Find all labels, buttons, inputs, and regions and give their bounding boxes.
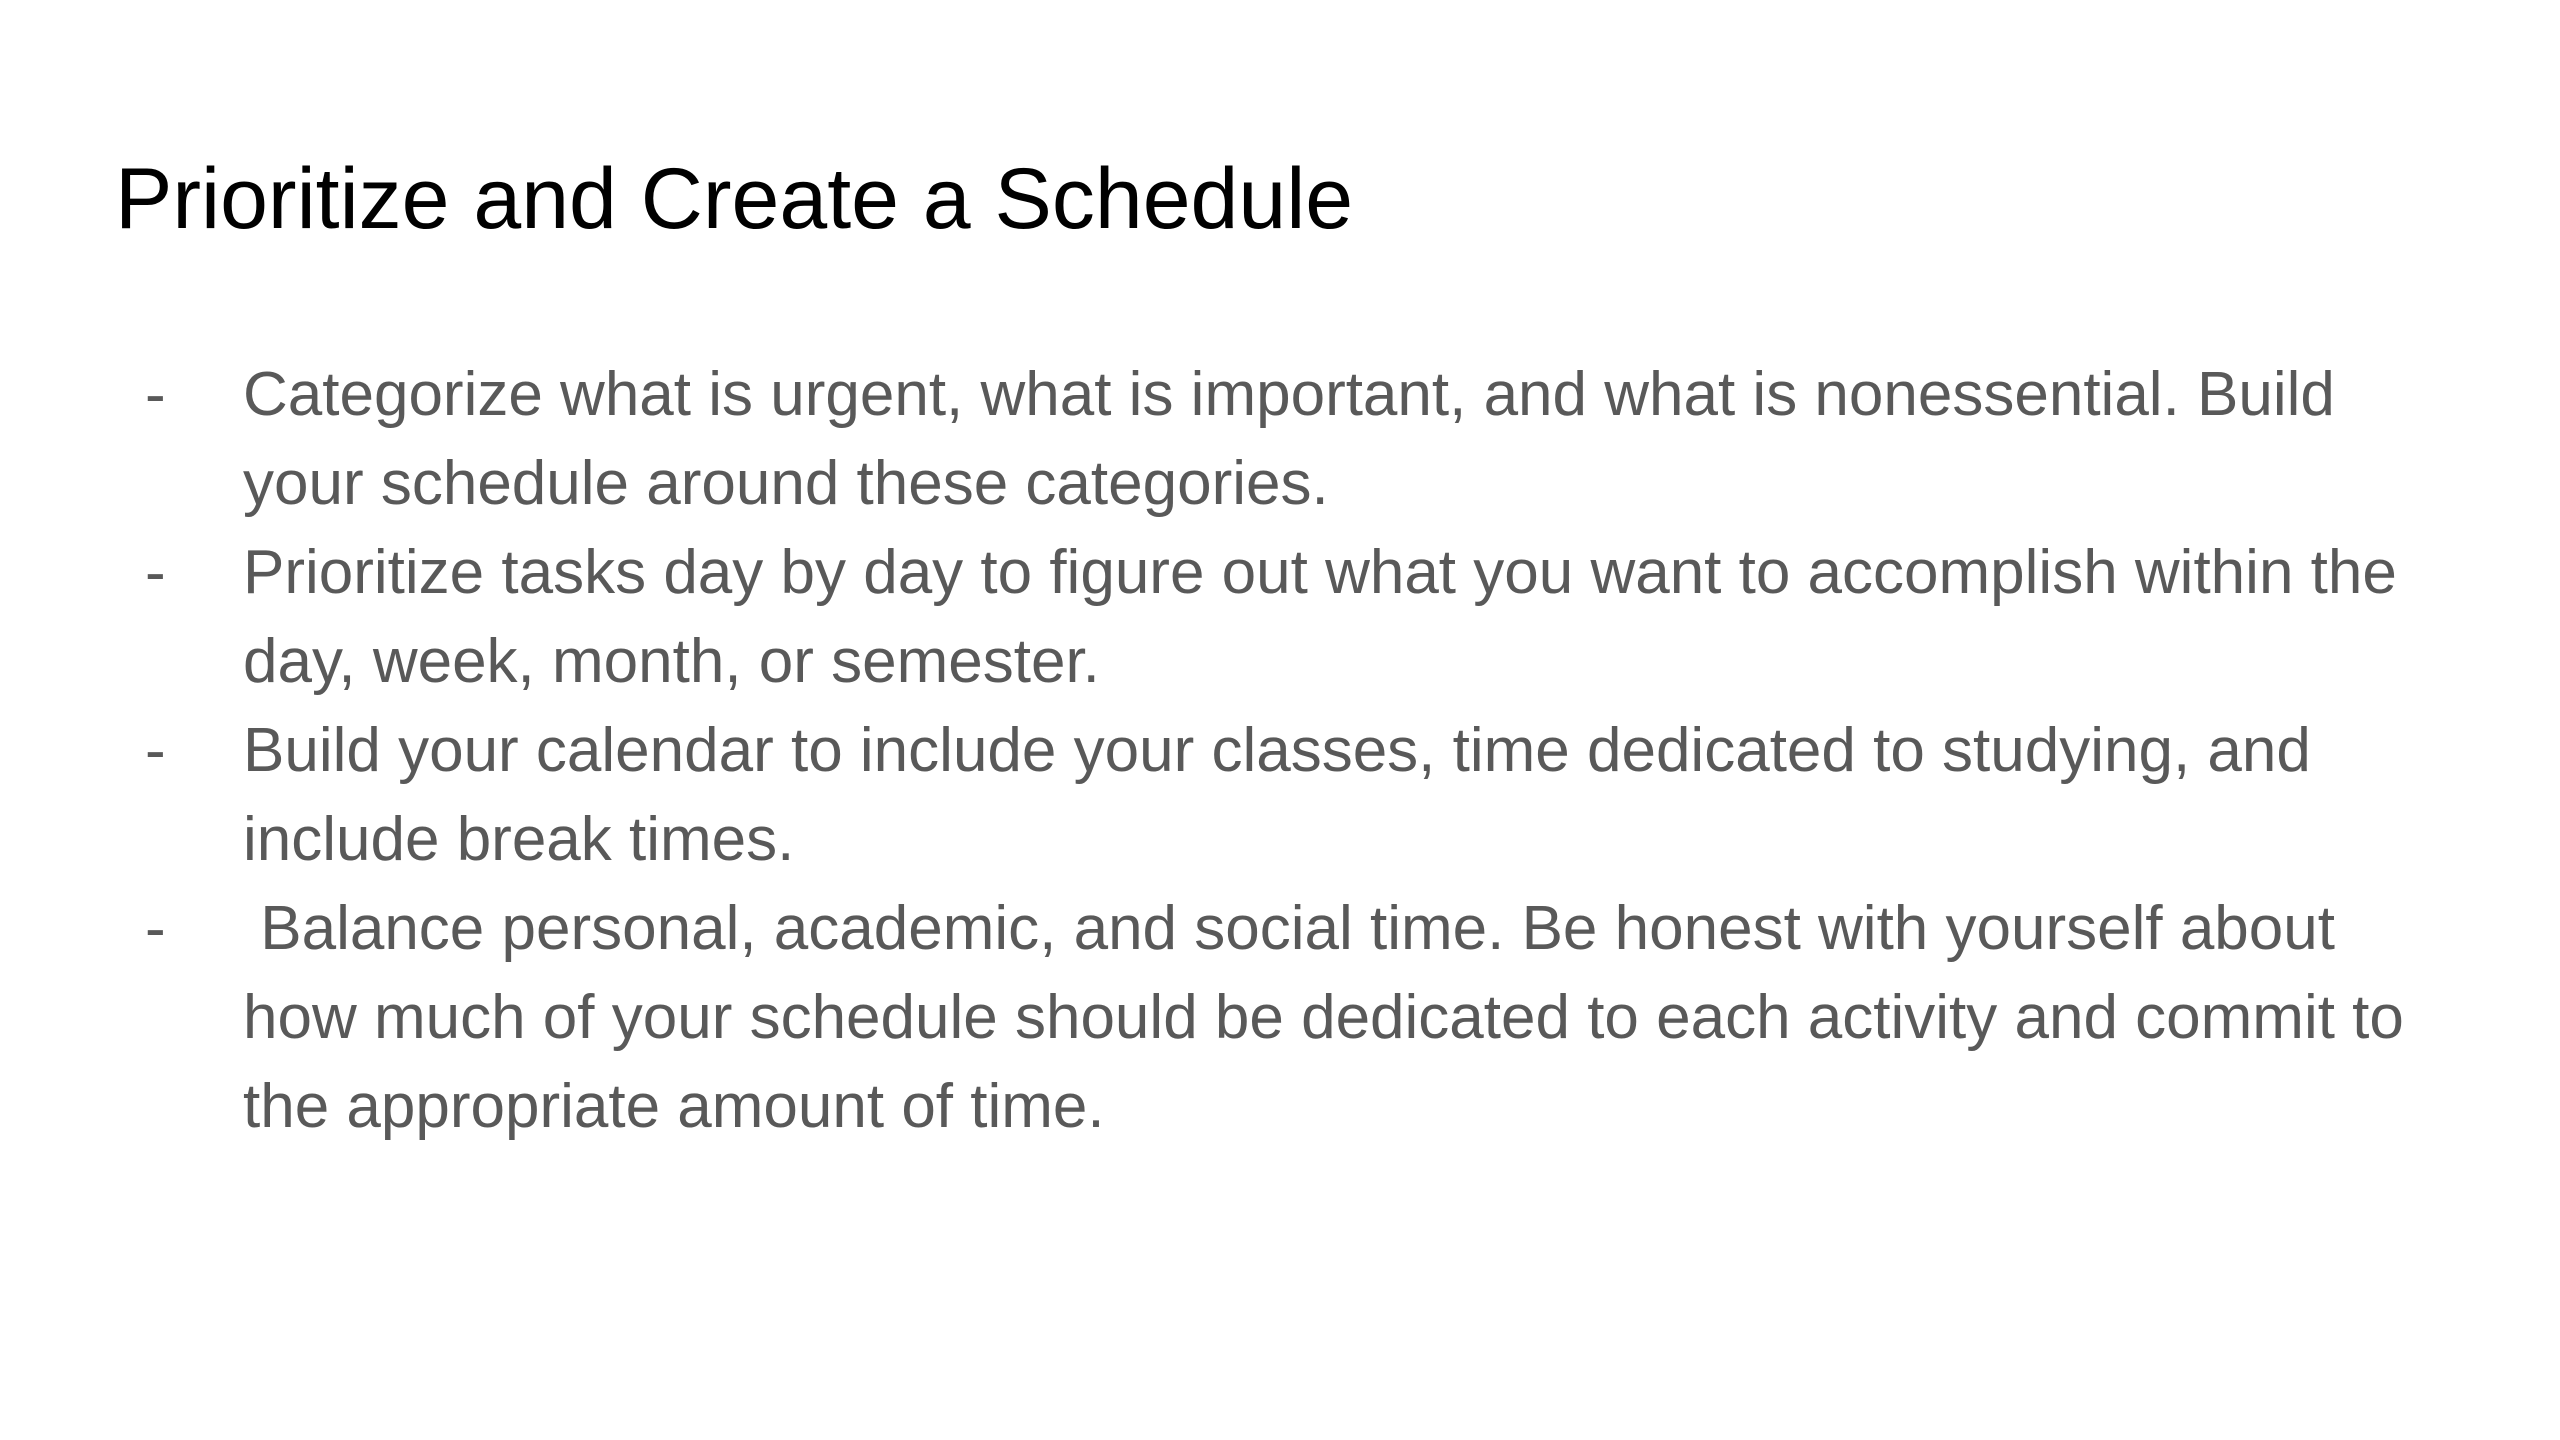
- bullet-marker: -: [145, 360, 166, 429]
- list-item: [145, 884, 2445, 1151]
- bullet-marker: -: [145, 538, 166, 607]
- bullet-text: Build your calendar to include your classes, time dedicated to studying, and include break times.: [243, 716, 2329, 874]
- bullet-text: Balance personal, academic, and social time. Be honest with yourself about how much of your schedule should be dedicated to each activity and commit to the appropriate amount of time.: [243, 894, 2422, 1141]
- bullet-text: Prioritize tasks day by day to figure out what you want to accomplish within the day, week, month, or semester.: [243, 538, 2415, 696]
- bullet-marker: -: [145, 894, 166, 963]
- list-item: [145, 706, 2445, 884]
- bullet-text: Categorize what is urgent, what is important, and what is nonessential. Build your schedule around these categories.: [243, 360, 2353, 518]
- list-item: [145, 350, 2445, 528]
- bullet-marker: -: [145, 716, 166, 785]
- slide-title: Prioritize and Create a Schedule: [115, 151, 1354, 247]
- list-item: [145, 528, 2445, 706]
- bullet-list: [145, 350, 2445, 1151]
